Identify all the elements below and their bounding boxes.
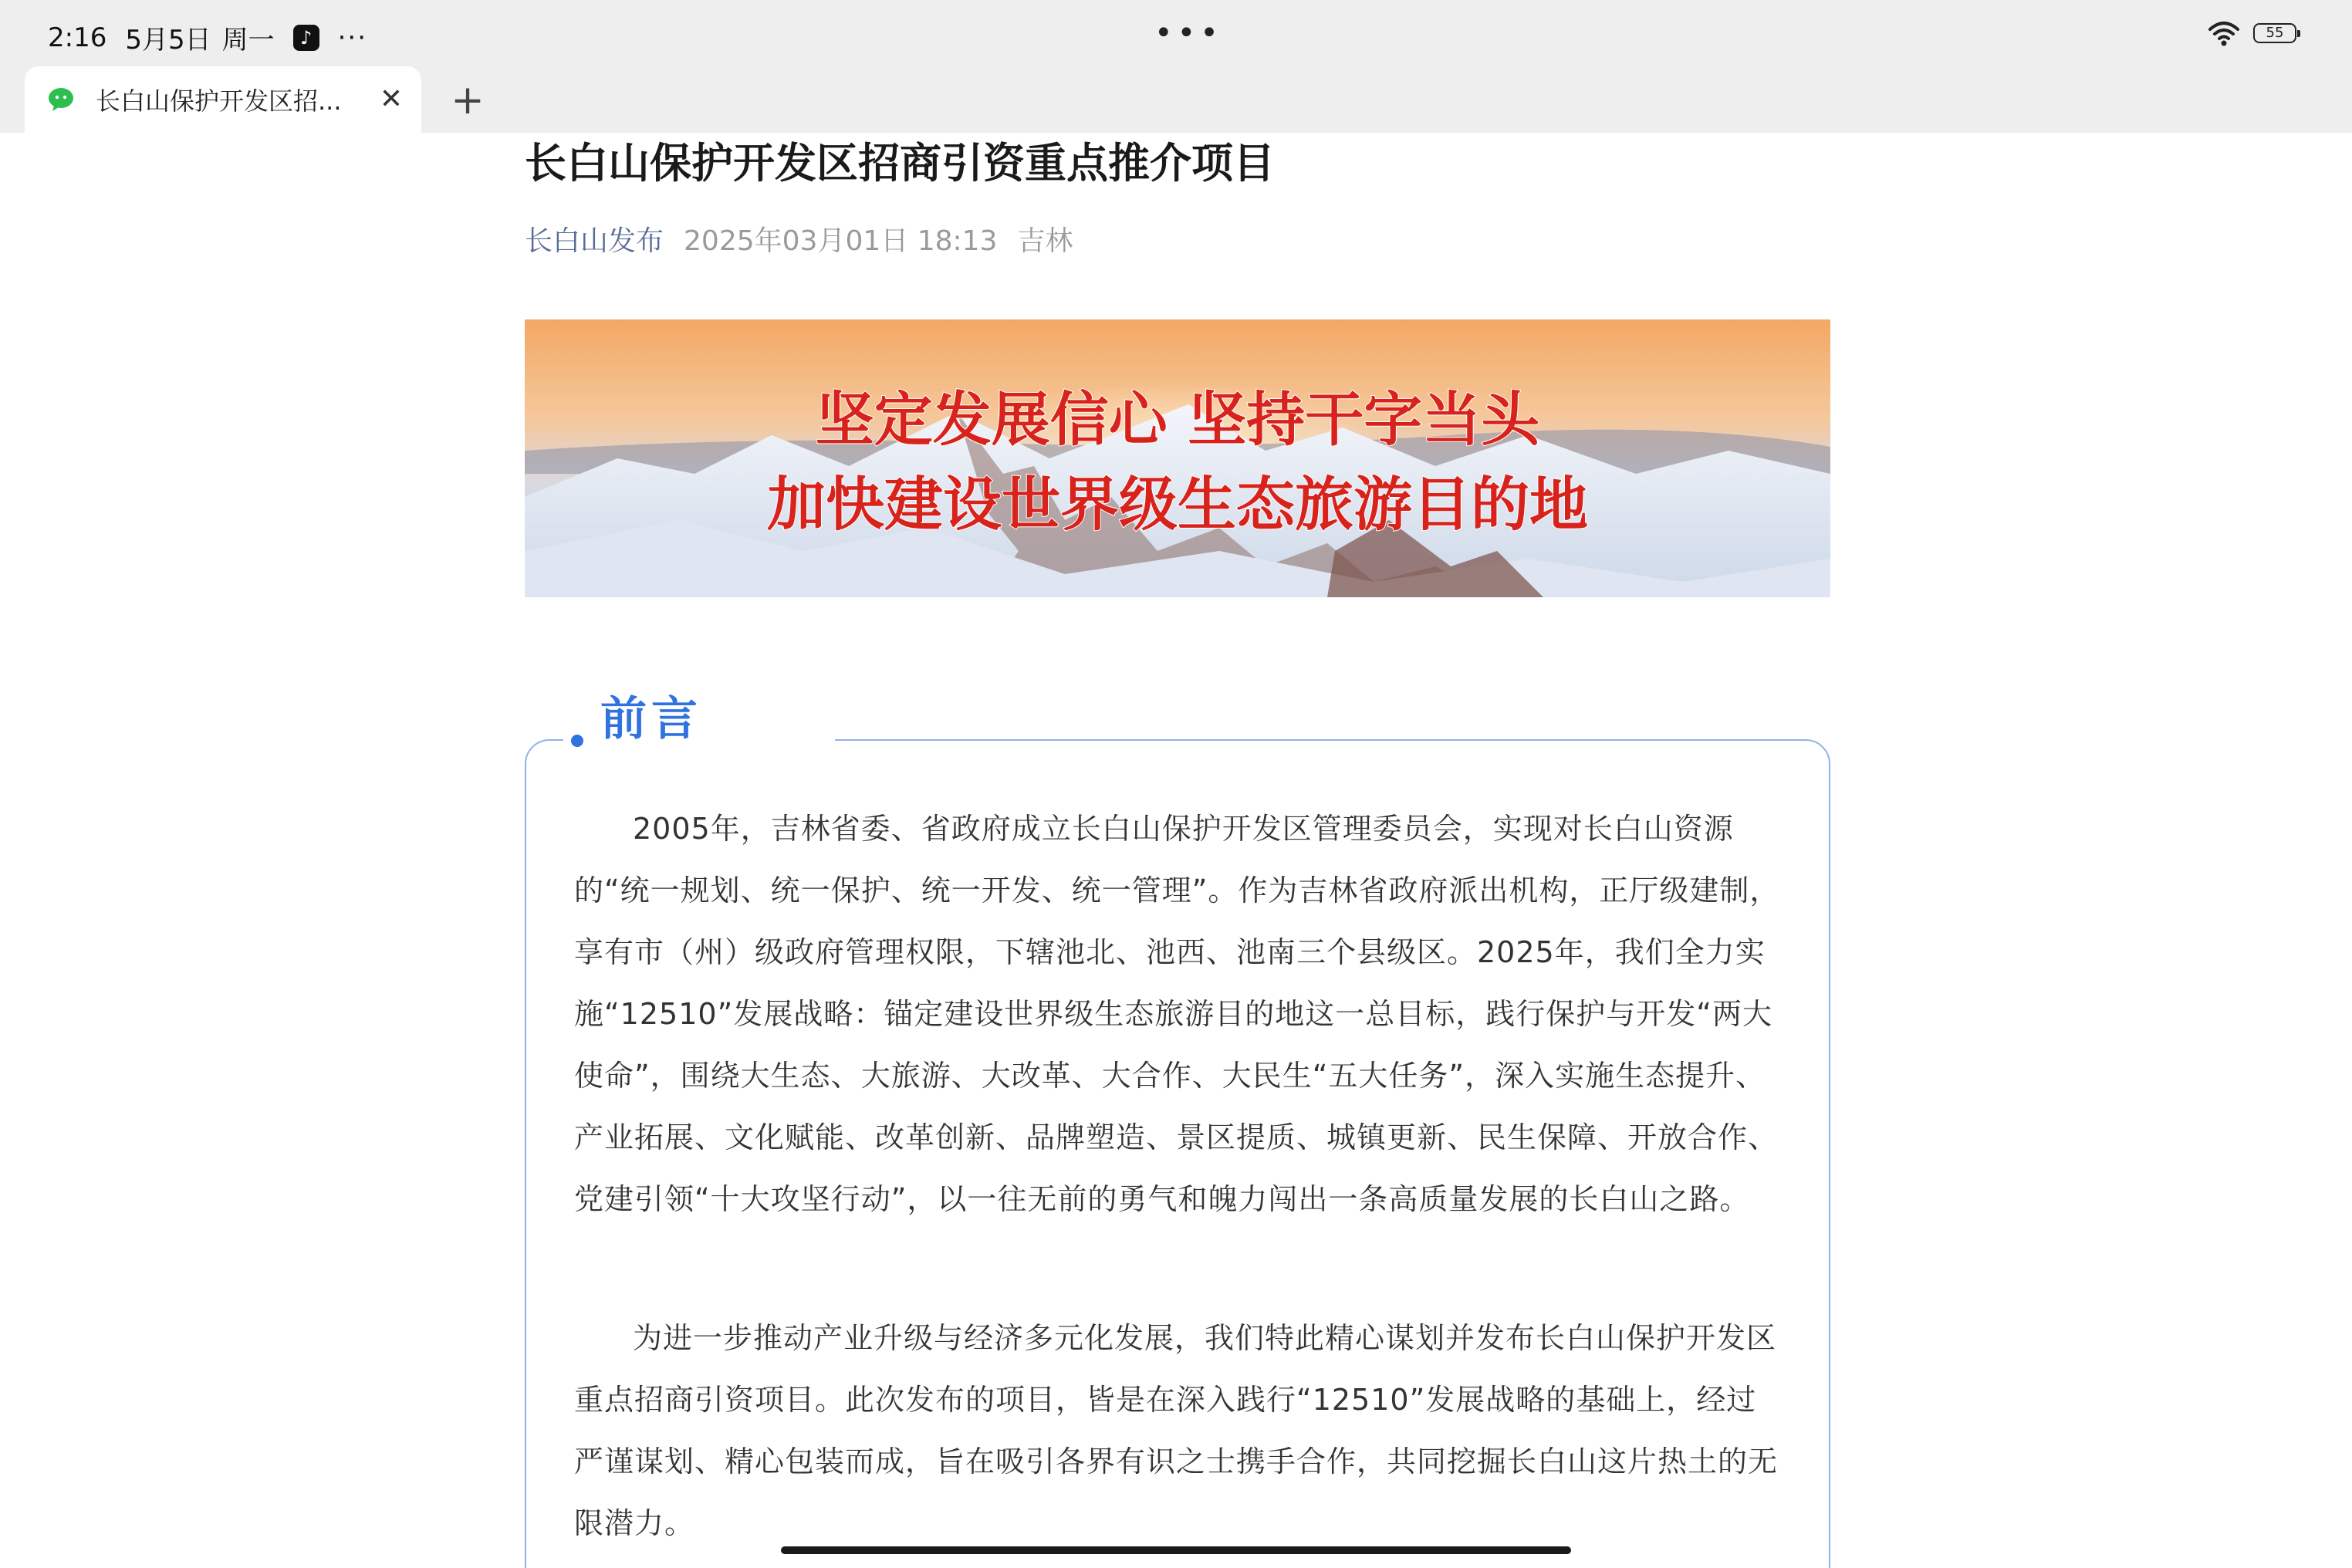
status-right [2207,20,2296,46]
banner-line-1: 坚定发展信心 坚持干字当头 [815,385,1540,454]
status-date: 5月5日 [125,25,211,56]
banner-mountain-scene [525,319,1830,597]
status-left [48,19,367,56]
multitask-dots-icon[interactable]: ••• [1154,15,1223,51]
tab-title: 长白山保护开发区招... [96,86,342,116]
home-indicator[interactable] [781,1546,1571,1554]
close-tab-icon[interactable]: ✕ [379,83,403,115]
account-name-link[interactable]: 长白山发布 [525,225,664,257]
battery-level: 55 [2266,25,2284,41]
article-title: 长白山保护开发区招商引资重点推介项目 [525,139,1275,188]
wifi-icon [2207,20,2241,46]
tiktok-icon: ♪ [293,25,319,51]
tab-bar [0,66,2352,133]
banner-line-2: 加快建设世界级生态旅游目的地 [767,470,1588,539]
new-tab-button[interactable]: + [451,77,485,123]
status-time: 2:16 [48,22,107,53]
battery-icon [2253,23,2296,43]
status-weekday: 周一 [221,25,275,56]
publish-date: 2025年03月01日 18:13 [684,225,998,257]
paragraph-1: 2005年，吉林省委、省政府成立长白山保护开发区管理委员会，实现对长白山资源的“统一规划、统一保护、统一开发、统一管理”。作为吉林省政府派出机构，正厅级建制，享有市（州）级政府管理权限，下辖池北、池西、池南三个县级区。2025年，我们全力实施“12510”发展战略：锚定建设世界级生态旅游目的地这一总目标，践行保护与开发“两大使命”，围绕大生态、大旅游、大改革、大合作、大民生“五大任务”，深入实施生态提升、产业拓展、文化赋能、改革创新、品牌塑造、景区提质、城镇更新、民生保障、开放合作、党建引领“十大攻坚行动”，以一往无前的勇气和魄力闯出一条高质量发展的长白山之路。 [574,812,1780,1216]
article-content[interactable] [0,133,2352,1568]
tab-active[interactable] [25,66,421,133]
wechat-icon [48,86,79,113]
status-bar [0,0,2352,66]
banner-image [525,319,1830,597]
status-more-icon: ··· [337,22,368,53]
section-title: 前言 [600,692,702,746]
paragraph-2: 为进一步推动产业升级与经济多元化发展，我们特此精心谋划并发布长白山保护开发区重点招商引资项目。此次发布的项目，皆是在深入践行“12510”发展战略的基础上，经过严谨谋划、精心包装而成，旨在吸引各界有识之士携手合作，共同挖掘长白山这片热土的无限潜力。 [574,1321,1779,1540]
article-meta [525,219,1073,259]
section-dot-icon [571,735,583,747]
publish-location: 吉林 [1017,225,1073,257]
